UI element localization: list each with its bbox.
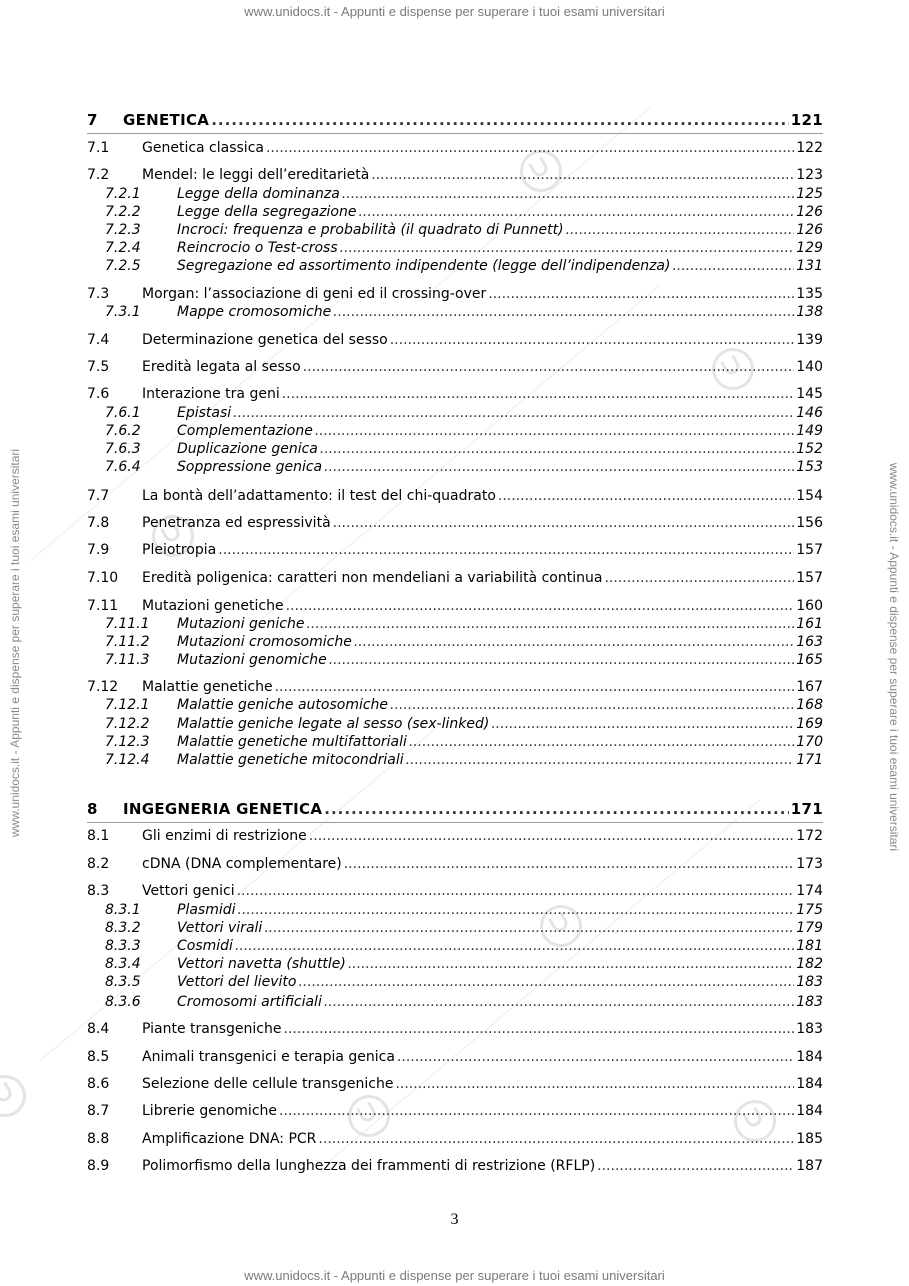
watermark-side-left: www.unidocs.it - Appunti e dispense per superare i tuoi esami universitari xyxy=(8,448,22,838)
toc-leader xyxy=(390,332,795,348)
toc-number: 8.3.2 xyxy=(105,920,141,936)
toc-number: 8.3.6 xyxy=(105,994,141,1010)
toc-title: Eredità legata al sesso xyxy=(142,359,301,375)
toc-leader xyxy=(340,240,795,256)
toc-number: 7.7 xyxy=(87,488,110,504)
toc-subsection[interactable] xyxy=(87,616,823,632)
toc-number: 7.2.3 xyxy=(105,222,141,238)
toc-number: 7.10 xyxy=(87,570,119,586)
toc-number: 7.11 xyxy=(87,598,119,614)
toc-page: 157 xyxy=(796,570,823,586)
toc-page: 160 xyxy=(796,598,823,614)
toc-page: 161 xyxy=(796,616,823,632)
toc-subsection[interactable] xyxy=(87,716,823,732)
toc-leader xyxy=(333,515,795,531)
toc-title: Legge della dominanza xyxy=(177,186,340,202)
toc-leader xyxy=(211,111,789,129)
toc-page: 184 xyxy=(796,1103,823,1119)
toc-title: Legge della segregazione xyxy=(177,204,357,220)
toc-section[interactable] xyxy=(87,883,823,899)
toc-number: 7.3.1 xyxy=(105,304,141,320)
toc-title: Mutazioni genomiche xyxy=(177,652,327,668)
toc-page: 157 xyxy=(796,542,823,558)
toc-page: 123 xyxy=(796,167,823,183)
toc-page: 173 xyxy=(796,856,823,872)
toc-title: Pleiotropia xyxy=(142,542,217,558)
toc-leader xyxy=(672,258,794,274)
toc-number: 7.6.1 xyxy=(105,405,141,421)
toc-section[interactable] xyxy=(87,488,823,504)
toc-number: 7.3 xyxy=(87,286,110,302)
toc-number: 7.2.1 xyxy=(105,186,141,202)
toc-section[interactable] xyxy=(87,856,823,872)
toc-number: 8.1 xyxy=(87,828,110,844)
toc-page: 168 xyxy=(796,697,823,713)
toc-subsection[interactable] xyxy=(87,441,823,457)
toc-leader xyxy=(371,167,794,183)
toc-title: Cosmidi xyxy=(177,938,233,954)
toc-leader xyxy=(264,920,794,936)
toc-title: Mutazioni genetiche xyxy=(142,598,284,614)
toc-section[interactable] xyxy=(87,542,823,558)
toc-title: Cromosomi artificiali xyxy=(177,994,322,1010)
toc-page: 131 xyxy=(796,258,823,274)
toc-section[interactable] xyxy=(87,386,823,402)
toc-subsection[interactable] xyxy=(87,734,823,750)
toc-title: Vettori genici xyxy=(142,883,235,899)
toc-number: 7.6.2 xyxy=(105,423,141,439)
toc-title: Reincrocio o Test-cross xyxy=(177,240,338,256)
toc-subsection[interactable] xyxy=(87,459,823,475)
toc-subsection[interactable] xyxy=(87,304,823,320)
toc-page: 154 xyxy=(796,488,823,504)
toc-title: Librerie genomiche xyxy=(142,1103,277,1119)
toc-section[interactable] xyxy=(87,828,823,844)
toc-section[interactable] xyxy=(87,570,823,586)
toc-leader xyxy=(390,697,794,713)
toc-title: Malattie geniche legate al sesso (sex-linked) xyxy=(177,716,490,732)
toc-title: Penetranza ed espressività xyxy=(142,515,331,531)
toc-page: 125 xyxy=(796,186,823,202)
toc-section[interactable] xyxy=(87,167,823,183)
toc-page: 183 xyxy=(796,1021,823,1037)
watermark-footer: www.unidocs.it - Appunti e dispense per superare i tuoi esami universitari xyxy=(244,1268,665,1283)
toc-page: 181 xyxy=(796,938,823,954)
toc-title: Epistasi xyxy=(177,405,232,421)
toc-page: 170 xyxy=(796,734,823,750)
toc-page: 171 xyxy=(790,800,823,818)
toc-title: Morgan: l’associazione di geni ed il crossing-over xyxy=(142,286,487,302)
toc-page: 184 xyxy=(796,1076,823,1092)
toc-title: Vettori virali xyxy=(177,920,263,936)
toc-page: 169 xyxy=(796,716,823,732)
toc-leader xyxy=(342,186,794,202)
toc-subsection[interactable] xyxy=(87,974,823,990)
toc-subsection[interactable] xyxy=(87,634,823,650)
toc-title: Malattie genetiche mitocondriali xyxy=(177,752,404,768)
toc-number: 7.2 xyxy=(87,167,110,183)
toc-section[interactable] xyxy=(87,1076,823,1092)
toc-leader xyxy=(282,386,795,402)
toc-page: 153 xyxy=(796,459,823,475)
toc-number: 8 xyxy=(87,800,98,818)
toc-leader xyxy=(324,459,794,475)
toc-page: 139 xyxy=(796,332,823,348)
toc-number: 8.3.3 xyxy=(105,938,141,954)
toc-number: 8.3.5 xyxy=(105,974,141,990)
toc-number: 8.8 xyxy=(87,1131,110,1147)
toc-leader xyxy=(233,405,794,421)
toc-leader xyxy=(235,938,794,954)
toc-subsection[interactable] xyxy=(87,697,823,713)
toc-leader xyxy=(286,598,795,614)
toc-number: 7.12.3 xyxy=(105,734,150,750)
toc-leader xyxy=(329,652,795,668)
toc-leader xyxy=(488,286,794,302)
toc-page: 172 xyxy=(796,828,823,844)
toc-number: 8.3 xyxy=(87,883,110,899)
toc-section[interactable] xyxy=(87,1049,823,1065)
toc-leader xyxy=(498,488,794,504)
toc-leader xyxy=(306,616,794,632)
toc-number: 7.11.1 xyxy=(105,616,150,632)
toc-title: Malattie genetiche xyxy=(142,679,273,695)
toc-page: 184 xyxy=(796,1049,823,1065)
toc-title: Interazione tra geni xyxy=(142,386,280,402)
toc-section[interactable] xyxy=(87,598,823,614)
toc-number: 7.8 xyxy=(87,515,110,531)
toc-subsection[interactable] xyxy=(87,204,823,220)
toc-page: 138 xyxy=(796,304,823,320)
toc-leader xyxy=(279,1103,794,1119)
toc-page: 171 xyxy=(796,752,823,768)
toc-title: Mutazioni geniche xyxy=(177,616,305,632)
toc-title: Animali transgenici e terapia genica xyxy=(142,1049,395,1065)
toc-chapter[interactable] xyxy=(87,111,823,129)
toc-leader xyxy=(238,902,795,918)
toc-section[interactable] xyxy=(87,332,823,348)
toc-title: Genetica classica xyxy=(142,140,264,156)
watermark-side-right: www.unidocs.it - Appunti e dispense per superare i tuoi esami universitari xyxy=(887,462,901,852)
toc-title: Vettori del lievito xyxy=(177,974,297,990)
toc-page: 185 xyxy=(796,1131,823,1147)
toc-leader xyxy=(309,828,794,844)
toc-page: 140 xyxy=(796,359,823,375)
toc-page: 126 xyxy=(796,222,823,238)
toc-leader xyxy=(324,800,789,818)
toc-leader xyxy=(283,1021,794,1037)
toc-page: 174 xyxy=(796,883,823,899)
toc-number: 7.12.4 xyxy=(105,752,150,768)
toc-subsection[interactable] xyxy=(87,938,823,954)
toc-title: Duplicazione genica xyxy=(177,441,318,457)
toc-subsection[interactable] xyxy=(87,920,823,936)
page-number: 3 xyxy=(450,1211,459,1228)
toc-subsection[interactable] xyxy=(87,405,823,421)
toc-subsection[interactable] xyxy=(87,423,823,439)
toc-number: 8.3.1 xyxy=(105,902,141,918)
toc-leader xyxy=(333,304,794,320)
toc-leader xyxy=(315,423,794,439)
toc-title: Plasmidi xyxy=(177,902,236,918)
toc-page: 167 xyxy=(796,679,823,695)
watermark-header: www.unidocs.it - Appunti e dispense per superare i tuoi esami universitari xyxy=(244,4,665,19)
toc-number: 7.11.3 xyxy=(105,652,150,668)
toc-number: 7.12.2 xyxy=(105,716,150,732)
toc-leader xyxy=(344,856,795,872)
toc-leader xyxy=(320,441,794,457)
toc-title: La bontà dell’adattamento: il test del chi-quadrato xyxy=(142,488,496,504)
toc-leader xyxy=(597,1158,794,1174)
toc-leader xyxy=(237,883,795,899)
toc-title: Eredità poligenica: caratteri non mendeliani a variabilità continua xyxy=(142,570,603,586)
toc-number: 7.11.2 xyxy=(105,634,150,650)
toc-page: 175 xyxy=(796,902,823,918)
toc-page: 145 xyxy=(796,386,823,402)
toc-subsection[interactable] xyxy=(87,240,823,256)
toc-page: 129 xyxy=(796,240,823,256)
toc-chapter[interactable] xyxy=(87,800,823,818)
toc-title: cDNA (DNA complementare) xyxy=(142,856,342,872)
watermark-logo xyxy=(0,1067,34,1124)
toc-number: 7.4 xyxy=(87,332,110,348)
toc-page: 165 xyxy=(796,652,823,668)
toc-title: Polimorfismo della lunghezza dei frammenti di restrizione (RFLP) xyxy=(142,1158,596,1174)
toc-page: 163 xyxy=(796,634,823,650)
toc-leader xyxy=(409,734,794,750)
toc-title: Vettori navetta (shuttle) xyxy=(177,956,346,972)
toc-number: 7.6.4 xyxy=(105,459,141,475)
toc-section[interactable] xyxy=(87,1131,823,1147)
toc-page: 152 xyxy=(796,441,823,457)
toc-page: 122 xyxy=(796,140,823,156)
toc-leader xyxy=(266,140,794,156)
toc-number: 7.12 xyxy=(87,679,119,695)
chapter-divider xyxy=(87,822,823,823)
toc-number: 7.2.5 xyxy=(105,258,141,274)
toc-section[interactable] xyxy=(87,286,823,302)
toc-subsection[interactable] xyxy=(87,994,823,1010)
toc-leader xyxy=(397,1049,794,1065)
toc-title: Complementazione xyxy=(177,423,313,439)
toc-title: Amplificazione DNA: PCR xyxy=(142,1131,317,1147)
toc-leader xyxy=(406,752,795,768)
toc-subsection[interactable] xyxy=(87,186,823,202)
toc-title: Mappe cromosomiche xyxy=(177,304,332,320)
toc-subsection[interactable] xyxy=(87,222,823,238)
toc-number: 7.2.2 xyxy=(105,204,141,220)
toc-number: 8.6 xyxy=(87,1076,110,1092)
toc-leader xyxy=(298,974,794,990)
toc-number: 8.9 xyxy=(87,1158,110,1174)
toc-leader xyxy=(275,679,795,695)
toc-title: Malattie genetiche multifattoriali xyxy=(177,734,407,750)
toc-page: 156 xyxy=(796,515,823,531)
toc-subsection[interactable] xyxy=(87,902,823,918)
toc-page: 187 xyxy=(796,1158,823,1174)
toc-leader xyxy=(491,716,794,732)
toc-leader xyxy=(395,1076,794,1092)
toc-title: Gli enzimi di restrizione xyxy=(142,828,307,844)
toc-leader xyxy=(303,359,795,375)
toc-page: 149 xyxy=(796,423,823,439)
toc-subsection[interactable] xyxy=(87,956,823,972)
toc-title: INGEGNERIA GENETICA xyxy=(123,800,323,818)
toc-page: 146 xyxy=(796,405,823,421)
toc-section[interactable] xyxy=(87,515,823,531)
toc-section[interactable] xyxy=(87,1103,823,1119)
toc-number: 7.6 xyxy=(87,386,110,402)
toc-number: 7 xyxy=(87,111,98,129)
toc-leader xyxy=(218,542,794,558)
toc-title: Piante transgeniche xyxy=(142,1021,282,1037)
toc-number: 7.1 xyxy=(87,140,110,156)
toc-section[interactable] xyxy=(87,140,823,156)
toc-number: 7.2.4 xyxy=(105,240,141,256)
toc-section[interactable] xyxy=(87,679,823,695)
toc-leader xyxy=(318,1131,794,1147)
toc-number: 7.9 xyxy=(87,542,110,558)
toc-page: 179 xyxy=(796,920,823,936)
toc-title: Soppressione genica xyxy=(177,459,323,475)
toc-title: Mutazioni cromosomiche xyxy=(177,634,352,650)
toc-leader xyxy=(348,956,794,972)
toc-number: 8.5 xyxy=(87,1049,110,1065)
toc-subsection[interactable] xyxy=(87,652,823,668)
toc-title: Malattie geniche autosomiche xyxy=(177,697,389,713)
toc-title: Segregazione ed assortimento indipendente (legge dell’indipendenza) xyxy=(177,258,671,274)
toc-number: 8.2 xyxy=(87,856,110,872)
toc-page: 126 xyxy=(796,204,823,220)
toc-leader xyxy=(566,222,795,238)
chapter-divider xyxy=(87,133,823,134)
toc-number: 7.12.1 xyxy=(105,697,150,713)
toc-section[interactable] xyxy=(87,1158,823,1174)
toc-title: Incroci: frequenza e probabilità (il quadrato di Punnett) xyxy=(177,222,564,238)
toc-title: GENETICA xyxy=(123,111,210,129)
toc-leader xyxy=(358,204,794,220)
toc-subsection[interactable] xyxy=(87,752,823,768)
toc-page: 182 xyxy=(796,956,823,972)
toc-leader xyxy=(354,634,794,650)
toc-number: 8.3.4 xyxy=(105,956,141,972)
toc-section[interactable] xyxy=(87,1021,823,1037)
toc-page: 183 xyxy=(796,974,823,990)
toc-leader xyxy=(324,994,794,1010)
toc-leader xyxy=(604,570,794,586)
toc-number: 7.6.3 xyxy=(105,441,141,457)
toc-page: 121 xyxy=(790,111,823,129)
toc-title: Selezione delle cellule transgeniche xyxy=(142,1076,394,1092)
toc-subsection[interactable] xyxy=(87,258,823,274)
toc-number: 8.4 xyxy=(87,1021,110,1037)
toc-number: 8.7 xyxy=(87,1103,110,1119)
toc-title: Determinazione genetica del sesso xyxy=(142,332,388,348)
toc-page: 135 xyxy=(796,286,823,302)
toc-section[interactable] xyxy=(87,359,823,375)
toc-number: 7.5 xyxy=(87,359,110,375)
toc-page: 183 xyxy=(796,994,823,1010)
toc-title: Mendel: le leggi dell’ereditarietà xyxy=(142,167,370,183)
